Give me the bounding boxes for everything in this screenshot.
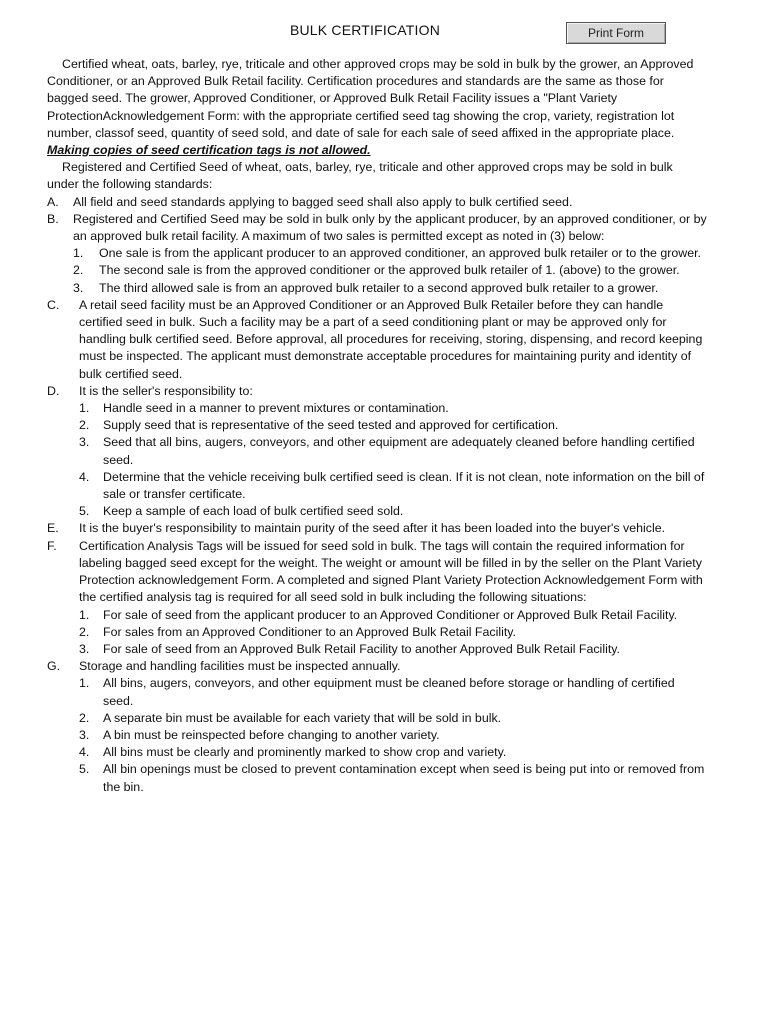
section-text: All field and seed standards applying to bagged seed shall also apply to bulk certified seed.: [73, 194, 573, 209]
list-item-number: 1.: [79, 607, 90, 622]
list-item: [47, 262, 707, 279]
section-b: [47, 211, 707, 245]
list-item-number: 3.: [79, 727, 90, 742]
section-d: [47, 383, 707, 400]
section-text: It is the buyer's responsibility to maintain purity of the seed after it has been loaded into the buyer's vehicle.: [79, 521, 666, 536]
section-label: F.: [47, 538, 57, 553]
list-item-number: 4.: [79, 745, 90, 760]
list-item-number: 3.: [79, 435, 90, 450]
section-e: [47, 520, 707, 537]
section-text: Storage and handling facilities must be inspected annually.: [79, 659, 401, 674]
document-body: [47, 56, 707, 796]
section-label: C.: [47, 297, 60, 312]
list-item: [47, 624, 707, 641]
section-text: Registered and Certified Seed may be sold in bulk only by the applicant producer, by an approved conditioner, or by an approved bulk retail facility. A maximum of two sales is permitted except as noted in (3) below:: [73, 211, 707, 244]
list-item-text: The third allowed sale is from an approved bulk retailer to a second approved bulk retailer to a grower.: [99, 280, 659, 295]
list-item-number: 5.: [79, 762, 90, 777]
section-a: [47, 194, 707, 211]
list-item-text: Determine that the vehicle receiving bulk certified seed is clean. If it is not clean, note information on the bill of sale or transfer certificate.: [103, 469, 705, 502]
list-item: [47, 245, 707, 262]
list-item: [47, 400, 707, 417]
list-item: [47, 280, 707, 297]
list-item-text: For sale of seed from the applicant producer to an Approved Conditioner or Approved Bulk Retail Facility.: [103, 607, 678, 622]
list-item: [47, 727, 707, 744]
list-item-text: For sale of seed from an Approved Bulk Retail Facility to another Approved Bulk Retail Facility.: [103, 641, 620, 656]
list-item-number: 1.: [79, 401, 90, 416]
section-text: A retail seed facility must be an Approved Conditioner or an Approved Bulk Retailer before they can handle certified seed in bulk. Such a facility may be a part of a seed conditioning plant or may be approved only for handling bulk certified seed. Before approval, all procedures for receiving, storing, dispensing, and record keeping must be inspected. The applicant must demonstrate acceptable procedures for maintaining purity and identity of bulk certified seed.: [79, 297, 703, 381]
section-label: D.: [47, 383, 60, 398]
list-item-number: 3.: [79, 641, 90, 656]
intro-text: Certified wheat, oats, barley, rye, triticale and other approved crops may be sold in bulk by the grower, an Approved Conditioner, or an Approved Bulk Retail facility. Certification procedures and standards are the same as those for bagged seed. The grower, Approved Conditioner, or Approved Bulk Retail Facility issues a "Plant Variety ProtectionAcknowledgement Form: with the appropriate certified seed tag showing the crop, variety, registration lot number, classof seed, quantity of seed sold, and date of sale for each sale of seed affixed in the appropriate place.: [47, 57, 694, 140]
list-item-number: 2.: [73, 263, 84, 278]
list-item-text: All bins must be clearly and prominently marked to show crop and variety.: [103, 745, 507, 760]
list-item-number: 1.: [73, 246, 84, 261]
list-item-text: Handle seed in a manner to prevent mixtures or contamination.: [103, 401, 449, 416]
list-item-text: The second sale is from the approved conditioner or the approved bulk retailer of 1. (above) to the grower.: [99, 263, 680, 278]
list-item-number: 3.: [73, 280, 84, 295]
intro-paragraph: [47, 56, 707, 159]
list-item: [47, 641, 707, 658]
list-item-text: All bin openings must be closed to prevent contamination except when seed is being put into or removed from the bin.: [103, 762, 705, 794]
list-item: [47, 744, 707, 761]
list-item: [47, 761, 707, 795]
list-item-number: 2.: [79, 710, 90, 725]
section-label: E.: [47, 521, 59, 536]
list-item-text: A separate bin must be available for each variety that will be sold in bulk.: [103, 710, 502, 725]
list-item-text: A bin must be reinspected before changing to another variety.: [103, 727, 440, 742]
section-label: B.: [47, 211, 59, 226]
list-item: [47, 434, 707, 468]
list-item: [47, 710, 707, 727]
intro-paragraph-2: Registered and Certified Seed of wheat, oats, barley, rye, triticale and other approved crops may be sold in bulk under the following standards:: [47, 160, 673, 192]
section-text: It is the seller's responsibility to:: [79, 383, 253, 398]
list-item-text: All bins, augers, conveyors, and other equipment must be cleaned before storage or handling of certified seed.: [103, 676, 675, 708]
list-item-number: 2.: [79, 624, 90, 639]
section-f: [47, 538, 707, 607]
list-item-number: 4.: [79, 469, 90, 484]
list-item: [47, 607, 707, 624]
list-item-text: For sales from an Approved Conditioner to an Approved Bulk Retail Facility.: [103, 624, 516, 639]
section-c: [47, 297, 707, 383]
list-item: [47, 469, 707, 503]
section-text: Certification Analysis Tags will be issued for seed sold in bulk. The tags will contain the required information for labeling bagged seed except for the weight. The weight or amount will be filled in by the seller on the Plant Variety Protection acknowledgement Form. A completed and signed Plant Variety Protection Acknowledgement Form with the certified analysis tag is required for all seed sold in bulk including the following situations:: [79, 538, 703, 605]
list-item-text: Keep a sample of each load of bulk certified seed sold.: [103, 504, 404, 519]
list-item-number: 5.: [79, 504, 90, 519]
list-item-number: 2.: [79, 418, 90, 433]
intro-emphasis: Making copies of seed certification tags is not allowed.: [47, 143, 371, 158]
list-item: [47, 503, 707, 520]
list-item-text: One sale is from the applicant producer to an approved conditioner, an approved bulk retailer or to the grower.: [99, 246, 701, 261]
page-title: BULK CERTIFICATION: [289, 22, 441, 38]
print-form-button[interactable]: Print Form: [566, 22, 666, 44]
section-g: [47, 658, 707, 675]
list-item-number: 1.: [79, 676, 90, 691]
section-label: G.: [47, 659, 61, 674]
list-item-text: Seed that all bins, augers, conveyors, and other equipment are adequately cleaned before handling certified seed.: [103, 435, 695, 467]
list-item: [47, 675, 707, 709]
list-item: [47, 417, 707, 434]
section-label: A.: [47, 194, 59, 209]
list-item-text: Supply seed that is representative of the seed tested and approved for certification.: [103, 418, 559, 433]
